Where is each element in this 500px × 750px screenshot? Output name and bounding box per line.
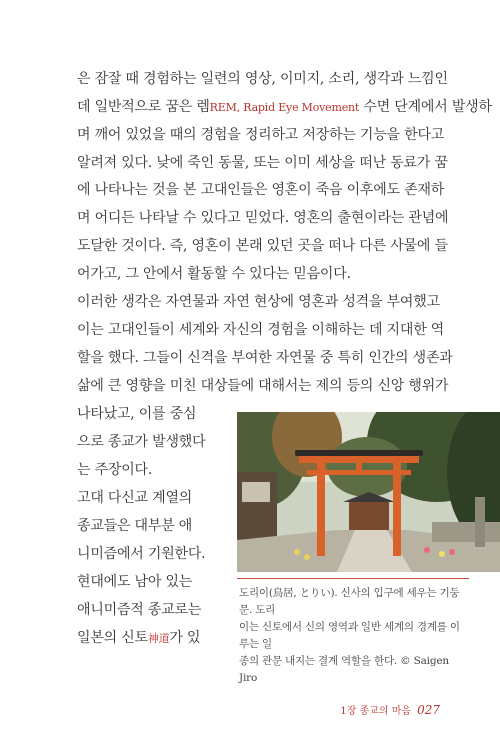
page-footer <box>330 702 440 717</box>
text-line: 은 잠잘 때 경험하는 일련의 영상, 이미지, 소리, 생각과 느낌인 <box>77 71 448 87</box>
text-line: 도달한 것이다. 즉, 영혼이 본래 있던 곳을 떠나 다른 사물에 들 <box>77 238 448 254</box>
text-line: 할을 했다. 그들이 신격을 부여한 자연물 중 특히 인간의 생존과 <box>77 350 453 366</box>
rem-annotation: REM, Rapid Eye Movement <box>209 101 360 114</box>
text-line: 이는 고대인들이 세계와 자신의 경험을 이해하는 데 지대한 역 <box>77 322 445 338</box>
torii-photo <box>237 412 500 572</box>
text-line: 이러한 생각은 자연물과 자연 현상에 영혼과 성격을 부여했고 <box>77 294 440 310</box>
text-line: 며 어디든 나타날 수 있다고 믿었다. 영혼의 출현이라는 관념에 <box>77 210 449 226</box>
text-line: 나타났고, 이를 중심 <box>77 406 197 422</box>
text-line: 는 주장이다. <box>77 462 153 478</box>
text-line: 니미즘에서 기원한다. <box>77 546 206 562</box>
text-line: 애니미즘적 종교로는 <box>77 602 202 618</box>
text-line: 삶에 큰 영향을 미친 대상들에 대해서는 제의 등의 신앙 행위가 <box>77 378 449 394</box>
text-line: 에 나타나는 것을 본 고대인들은 영혼이 죽음 이후에도 존재하 <box>77 182 445 198</box>
text-line: 며 깨어 있었을 때의 경험을 정리하고 저장하는 기능을 한다고 <box>77 127 445 143</box>
photo-caption <box>237 578 469 687</box>
text-line: 데 일반적으로 꿈은 렘REM, Rapid Eye Movement 수면 단계에서 발생하 <box>77 99 492 115</box>
text-line: 고대 다신교 계열의 <box>77 490 193 506</box>
text-line: 일본의 신토神道가 있 <box>77 630 201 646</box>
shinto-hanja: 神道 <box>147 632 170 645</box>
text-line: 알려져 있다. 낮에 죽인 동물, 또는 이미 세상을 떠난 동료가 꿈 <box>77 155 448 171</box>
caption-line: 도리이(鳥居, とりい). 신사의 입구에 세우는 기둥문. 도리 <box>239 587 460 616</box>
page-number: 027 <box>417 703 440 717</box>
text-line: 현대에도 남아 있는 <box>77 574 193 590</box>
text-line: 어가고, 그 안에서 활동할 수 있다는 믿음이다. <box>77 266 351 282</box>
caption-line: 이는 신토에서 신의 영역과 일반 세계의 경계를 이루는 일 <box>239 621 460 650</box>
text-line: 종교들은 대부분 애 <box>77 518 193 534</box>
text-line: 으로 종교가 발생했다 <box>77 434 206 450</box>
caption-line: 종의 관문 내지는 결계 역할을 한다. © Saigen Jiro <box>239 655 449 684</box>
chapter-title: 1장 종교의 마음 <box>340 706 412 717</box>
